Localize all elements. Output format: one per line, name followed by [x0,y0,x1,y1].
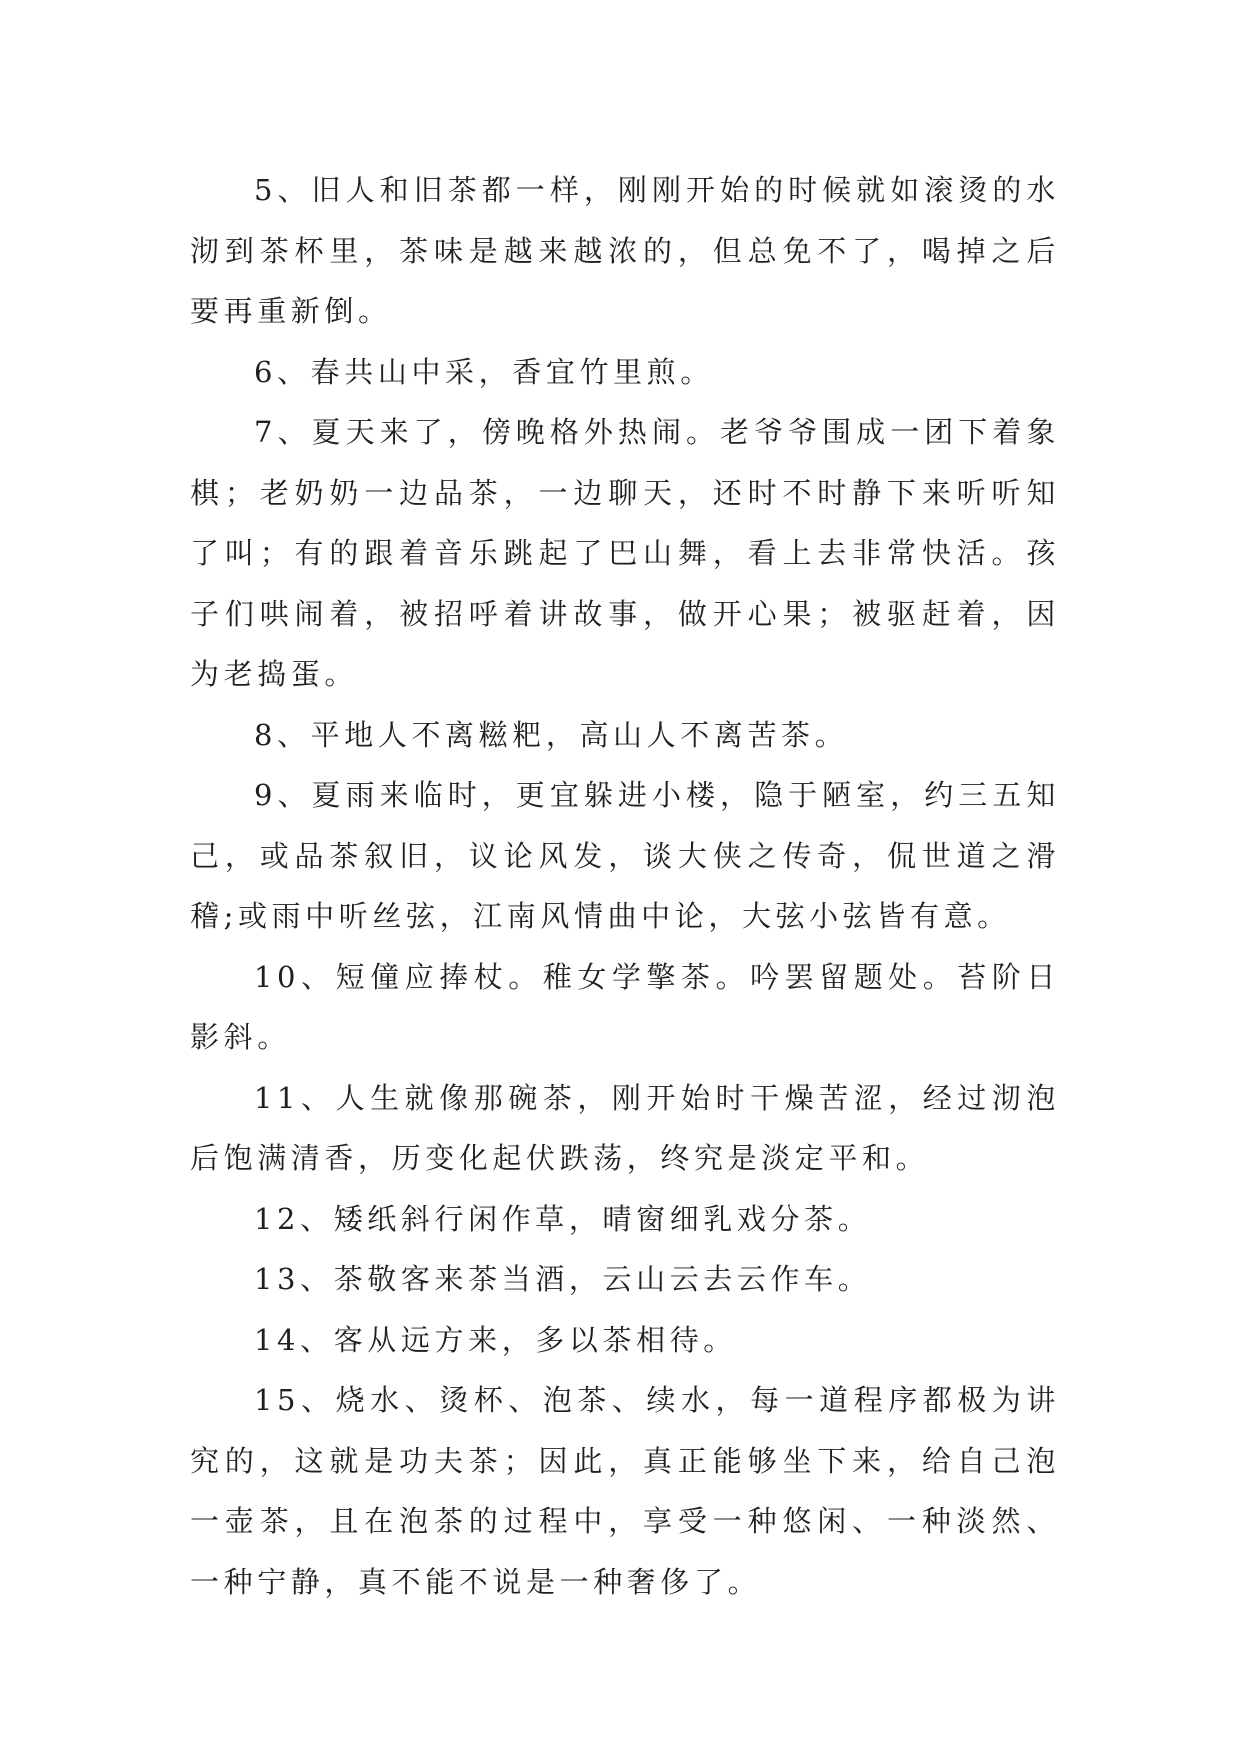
paragraph-10: 10、短僮应捧杖。稚女学擎茶。吟罢留题处。苔阶日影斜。 [190,959,1060,1054]
paragraph-8: 8、平地人不离糍粑，高山人不离苦茶。 [254,717,849,752]
paragraph-13: 13、茶敬客来茶当酒，云山云去云作车。 [254,1262,872,1296]
paragraph-9: 9、夏雨来临时，更宜躲进小楼，隐于陋室，约三五知己，或品茶叙旧，议论风发，谈大侠之传奇，侃世道之滑稽;或雨中听丝弦，江南风情曲中论，大弦小弦皆有意。 [190,778,1060,933]
paragraph-12: 12、矮纸斜行闲作草，晴窗细乳戏分茶。 [254,1201,872,1236]
paragraph-5: 5、旧人和旧茶都一样，刚刚开始的时候就如滚烫的水沏到茶杯里，茶味是越来越浓的，但总免不了，喝掉之后要再重新倒。 [190,173,1060,328]
paragraph-15: 15、烧水、烫杯、泡茶、续水，每一道程序都极为讲究的，这就是功夫茶；因此，真正能够坐下来，给自己泡一壶茶，且在泡茶的过程中，享受一种悠闲、一种淡然、一种宁静，真不能不说是一种奢侈了。 [190,1383,1060,1599]
paragraph-11: 11、人生就像那碗茶，刚开始时干燥苦涩，经过沏泡后饱满清香，历变化起伏跌荡，终究是淡定平和。 [190,1080,1060,1175]
paragraph-6: 6、春共山中采，香宜竹里煎。 [254,354,714,389]
paragraph-14: 14、客从远方来，多以茶相待。 [254,1322,737,1357]
document-body [190,160,1060,1612]
paragraph-7: 7、夏天来了，傍晚格外热闹。老爷爷围成一团下着象棋；老奶奶一边品茶，一边聊天，还时不时静下来听听知了叫；有的跟着音乐跳起了巴山舞，看上去非常快活。孩子们哄闹着，被招呼着讲故事，做开心果；被驱赶着，因为老捣蛋。 [190,415,1060,691]
